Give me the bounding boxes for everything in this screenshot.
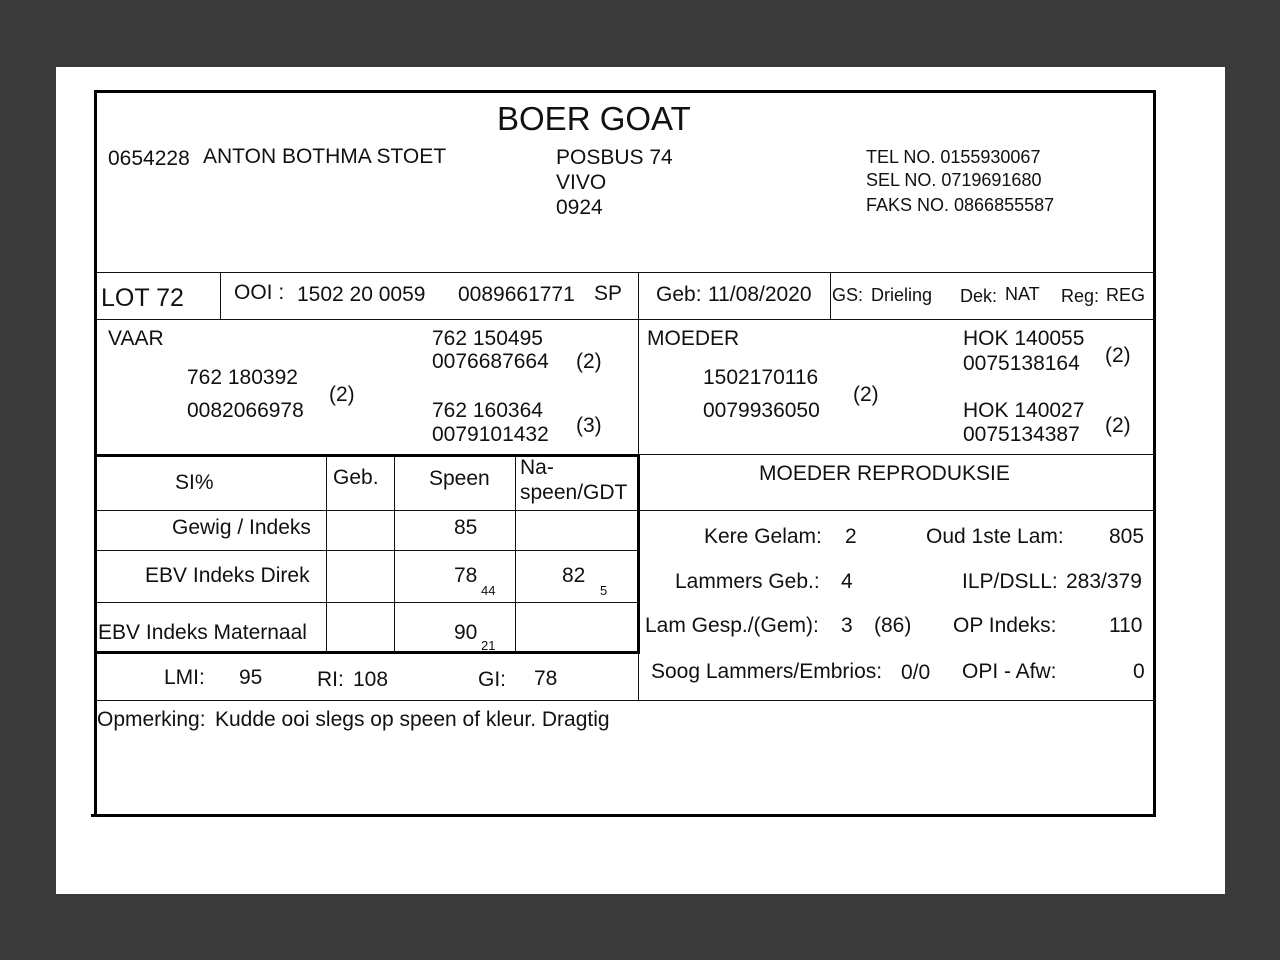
ri-label: RI: <box>317 668 344 691</box>
oud-label: Oud 1ste Lam: <box>926 525 1064 548</box>
rule-row1 <box>96 550 639 551</box>
border-top <box>94 90 1156 93</box>
row-direk-speen-sub: 44 <box>481 583 496 598</box>
row-gewig-speen: 85 <box>454 516 478 539</box>
soog-value: 0/0 <box>901 661 931 684</box>
moeder-sire-number: 0075138164 <box>963 352 1080 375</box>
sel-number: SEL NO. 0719691680 <box>866 170 1042 190</box>
rule-lot <box>96 319 1154 320</box>
vrule-col-geb <box>326 457 327 652</box>
row-direk-naspeen-sub: 5 <box>600 583 608 598</box>
row-maternaal-speen-sub: 21 <box>481 638 496 653</box>
repro-title: MOEDER REPRODUKSIE <box>759 462 1010 485</box>
gi-value: 78 <box>534 667 558 690</box>
vaar-count: (2) <box>329 383 355 406</box>
ooi-id: 1502 20 0059 <box>297 283 426 306</box>
rule-row2 <box>96 602 639 603</box>
moeder-sire-id: HOK 140055 <box>963 327 1085 350</box>
address-line-3: 0924 <box>556 196 603 219</box>
row-direk-speen: 78 <box>454 564 478 587</box>
speen-header: Speen <box>429 467 490 490</box>
rule-indices <box>96 700 1154 701</box>
row-direk-naspeen: 82 <box>562 564 586 587</box>
vaar-sire-number: 0076687664 <box>432 350 549 373</box>
oud-value: 805 <box>1109 525 1145 548</box>
lmi-value: 95 <box>239 666 263 689</box>
moeder-number: 0079936050 <box>703 399 820 422</box>
breeder-code: 0654228 <box>108 147 190 170</box>
gesp-label: Lam Gesp./(Gem): <box>645 614 819 637</box>
vaar-dam-number: 0079101432 <box>432 423 549 446</box>
rule-header <box>96 272 1154 273</box>
op-value: 110 <box>1109 614 1143 637</box>
vaar-number: 0082066978 <box>187 399 304 422</box>
rule-right-repro-top <box>638 454 1154 455</box>
vaar-label: VAAR <box>108 327 164 350</box>
opmerking-text: Kudde ooi slegs op speen of kleur. Dragtig <box>215 708 610 731</box>
gs-label: GS: <box>832 285 864 305</box>
vrule-table-right <box>637 454 640 654</box>
lot-card <box>56 67 1225 894</box>
address-line-1: POSBUS 74 <box>556 146 673 169</box>
opi-label: OPI - Afw: <box>962 660 1057 683</box>
gi-label: GI: <box>478 668 507 691</box>
vrule-col-speen <box>394 457 395 652</box>
faks-number: FAKS NO. 0866855587 <box>866 195 1055 215</box>
moeder-id: 1502170116 <box>703 366 819 389</box>
dek-value: NAT <box>1005 284 1040 304</box>
lammers-label: Lammers Geb.: <box>675 570 820 593</box>
moeder-sire-count: (2) <box>1105 344 1131 367</box>
vaar-dam-count: (3) <box>576 414 602 437</box>
rule-table-head <box>96 510 639 511</box>
reg-label: Reg: <box>1061 286 1100 306</box>
geb-value: 11/08/2020 <box>708 283 812 306</box>
rule-table-bottom <box>96 651 639 654</box>
ri-value: 108 <box>353 668 389 691</box>
gesp-average: (86) <box>874 614 912 637</box>
row-maternaal-speen: 90 <box>454 621 478 644</box>
vaar-sire-id: 762 150495 <box>432 327 543 350</box>
moeder-dam-number: 0075134387 <box>963 423 1080 446</box>
moeder-dam-count: (2) <box>1105 414 1131 437</box>
vaar-id: 762 180392 <box>187 366 298 389</box>
tel-number: TEL NO. 0155930067 <box>866 147 1041 167</box>
opmerking-label: Opmerking: <box>97 708 206 731</box>
geb-header: Geb. <box>333 466 379 489</box>
ooi-number: 0089661771 <box>458 283 575 306</box>
vaar-dam-id: 762 160364 <box>432 399 543 422</box>
gesp-value: 3 <box>841 614 853 637</box>
geb-label: Geb: <box>656 283 702 306</box>
border-bottom <box>91 814 1156 817</box>
kere-label: Kere Gelam: <box>704 525 822 548</box>
op-label: OP Indeks: <box>953 614 1057 637</box>
ooi-code: SP <box>594 282 623 305</box>
lot-label: LOT 72 <box>101 284 184 312</box>
moeder-label: MOEDER <box>647 327 740 350</box>
address-line-2: VIVO <box>556 171 607 194</box>
naspeen-header: Na- speen/GDT <box>520 456 628 504</box>
breeder-name: ANTON BOTHMA STOET <box>203 145 447 168</box>
vrule-lot <box>220 272 221 319</box>
ooi-label: OOI : <box>234 281 285 304</box>
lammers-value: 4 <box>841 570 853 593</box>
vaar-sire-count: (2) <box>576 350 602 373</box>
row-maternaal-label: EBV Indeks Maternaal <box>98 621 307 644</box>
rule-repro-head <box>638 510 1154 511</box>
gs-value: Drieling <box>871 285 933 305</box>
vrule-geb <box>830 272 831 319</box>
page-title: BOER GOAT <box>497 100 691 137</box>
ilp-value: 283/379 <box>1066 570 1142 593</box>
row-gewig-label: Gewig / Indeks <box>172 516 311 539</box>
vrule-col-naspeen <box>515 457 516 652</box>
row-direk-label: EBV Indeks Direk <box>145 564 310 587</box>
soog-label: Soog Lammers/Embrios: <box>651 660 883 683</box>
opi-value: 0 <box>1133 660 1145 683</box>
kere-value: 2 <box>845 525 857 548</box>
si-header: SI% <box>175 471 214 494</box>
moeder-count: (2) <box>853 383 879 406</box>
ilp-label: ILP/DSLL: <box>962 570 1058 593</box>
dek-label: Dek: <box>960 286 998 306</box>
reg-value: REG <box>1106 285 1146 305</box>
lmi-label: LMI: <box>164 666 205 689</box>
moeder-dam-id: HOK 140027 <box>963 399 1085 422</box>
